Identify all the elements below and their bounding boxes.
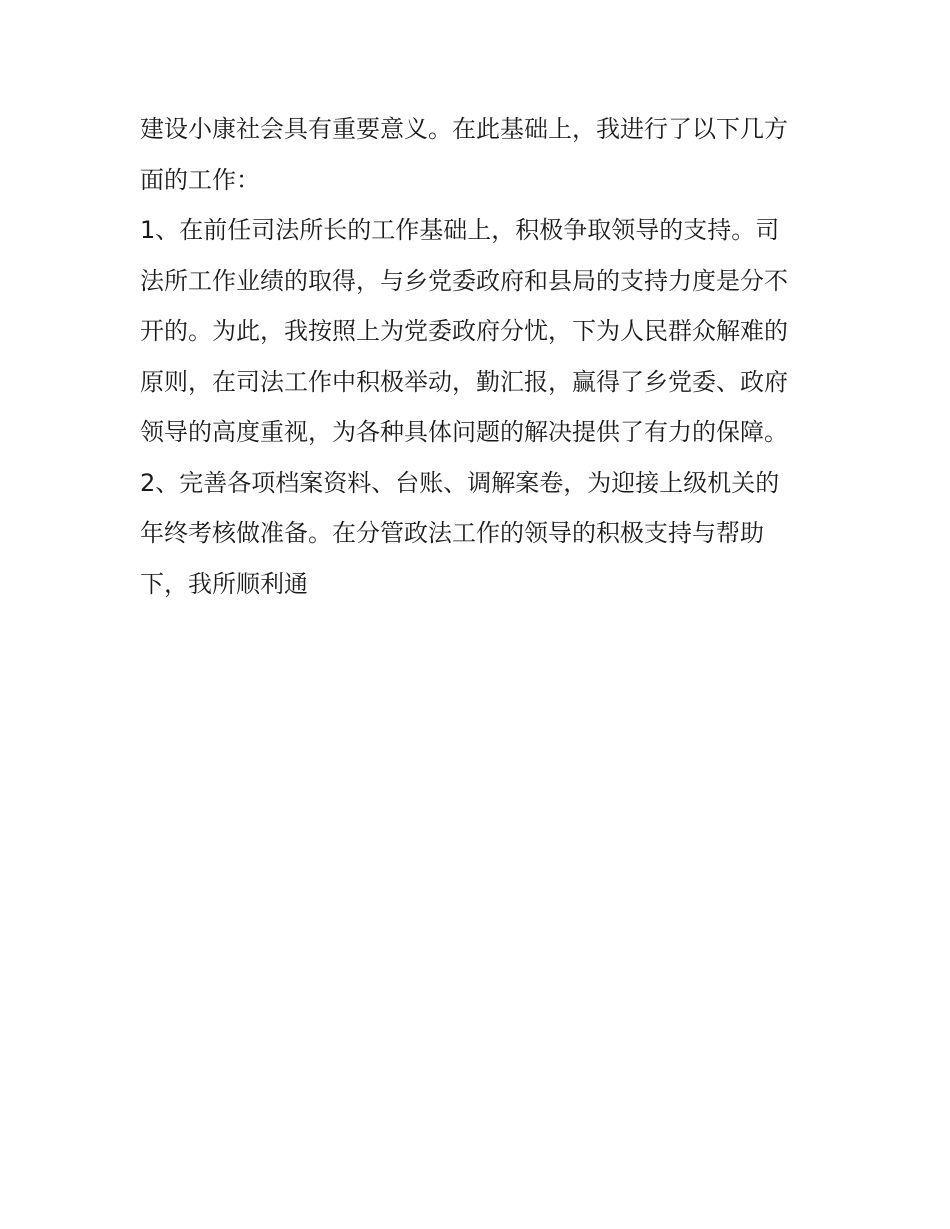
text-line: 2、完善各项档案资料、台账、调解案卷，为迎接上级机关的 <box>140 468 780 497</box>
text-line: 原则，在司法工作中积极举动，勤汇报，赢得了乡党委、政府 <box>140 367 788 396</box>
text-line: 面的工作： <box>140 165 260 194</box>
document-body <box>140 104 820 609</box>
text-line: 开的。为此，我按照上为党委政府分忧，下为人民群众解难的 <box>140 317 788 345</box>
text-line: 法所工作业绩的取得，与乡党委政府和县局的支持力度是分不 <box>140 266 788 295</box>
text-line: 领导的高度重视，为各种具体问题的解决提供了有力的保障。 <box>140 418 788 446</box>
text-line: 下，我所顺利通 <box>140 569 308 598</box>
text-line: 年终考核做准备。在分管政法工作的领导的积极支持与帮助 <box>140 519 764 547</box>
text-line: 1、在前任司法所长的工作基础上，积极争取领导的支持。司 <box>140 216 780 244</box>
text-line: 建设小康社会具有重要意义。在此基础上，我进行了以下几方 <box>140 115 788 143</box>
